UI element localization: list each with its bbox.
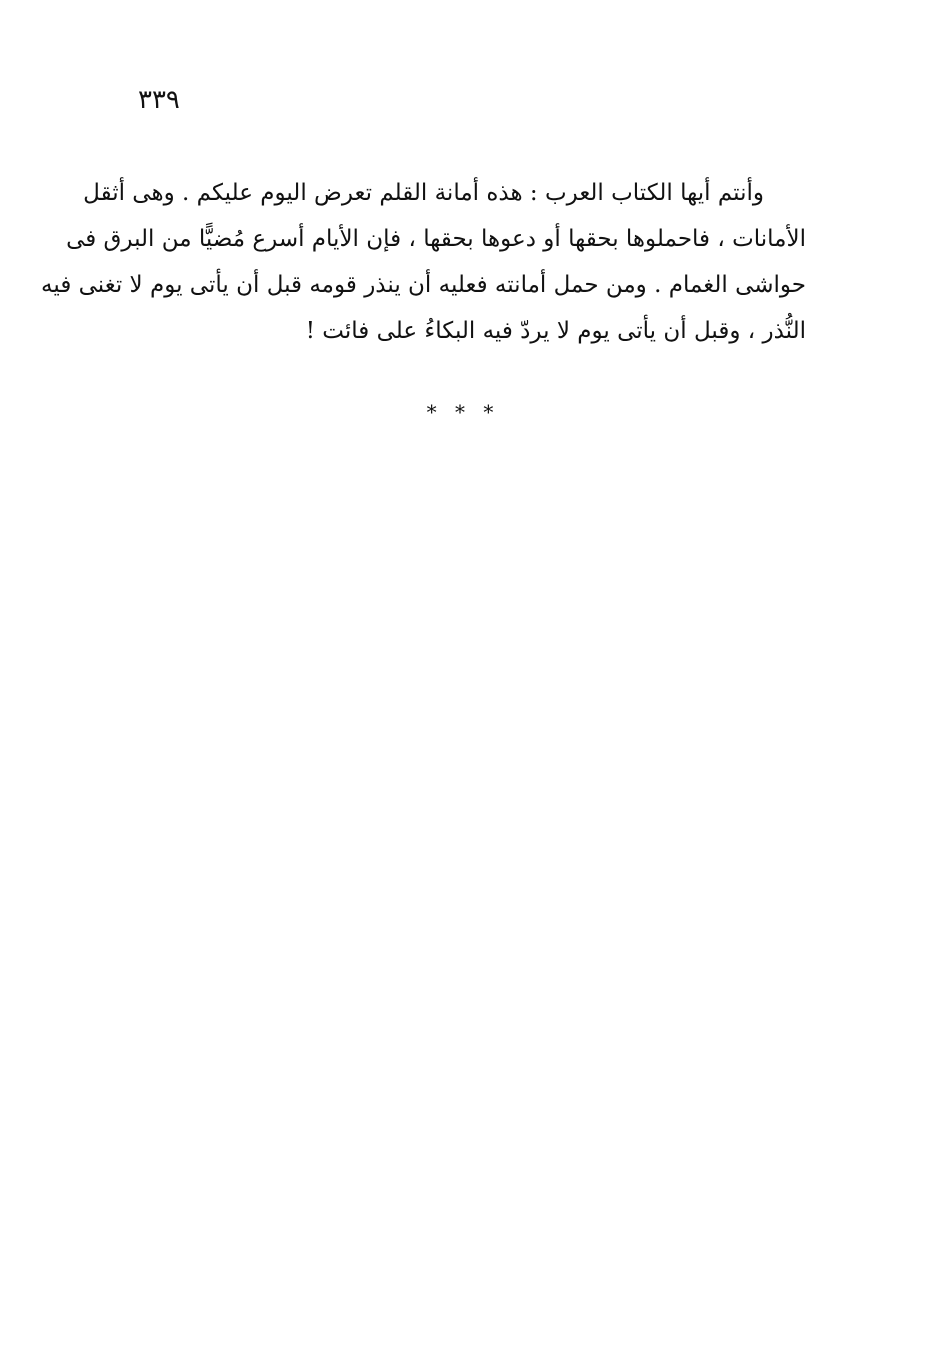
section-separator: * * * [426, 400, 500, 424]
paragraph [41, 170, 806, 354]
paragraph-line-2: الأمانات ، فاحملوها بحقها أو دعوها بحقها ، فإن الأيام أسرع مُضيًّا من البرق فى [66, 226, 806, 252]
page-number: ٣٣٩ [138, 85, 180, 115]
paragraph-line-4: النُّذر ، وقبل أن يأتى يوم لا يردّ فيه البكاءُ على فائت ! [305, 318, 806, 344]
paragraph-line-3: حواشى الغمام . ومن حمل أمانته فعليه أن ينذر قومه قبل أن يأتى يوم لا تغنى فيه [41, 272, 806, 298]
paragraph-line-1: وأنتم أيها الكتاب العرب : هذه أمانة القلم تعرض اليوم عليكم . وهى أثقل [83, 180, 764, 206]
